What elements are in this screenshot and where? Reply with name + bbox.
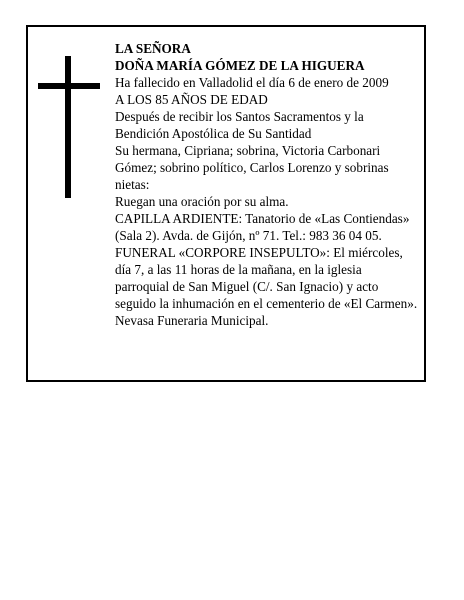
notice-text: [115, 40, 427, 329]
obituary-notice: [26, 25, 426, 382]
notice-line: CAPILLA ARDIENTE: Tanatorio de «Las Contiendas»: [115, 211, 410, 226]
notice-line: Nevasa Funeraria Municipal.: [115, 313, 269, 328]
notice-line: A LOS 85 AÑOS DE EDAD: [115, 92, 268, 107]
notice-line: Bendición Apostólica de Su Santidad: [115, 126, 312, 141]
notice-line: Su hermana, Cipriana; sobrina, Victoria Carbonari: [115, 143, 381, 158]
notice-line: seguido la inhumación en el cementerio de «El Carmen».: [115, 296, 418, 311]
notice-title: LA SEÑORA: [115, 41, 191, 56]
deceased-name: DOÑA MARÍA GÓMEZ DE LA HIGUERA: [115, 58, 365, 73]
cross-icon: [38, 56, 100, 198]
notice-line: parroquial de San Miguel (C/. San Ignacio) y acto: [115, 279, 379, 294]
notice-line: Después de recibir los Santos Sacramentos y la: [115, 109, 364, 124]
notice-line: Gómez; sobrino político, Carlos Lorenzo y sobrinas: [115, 160, 389, 175]
notice-line: nietas:: [115, 177, 150, 192]
notice-line: (Sala 2). Avda. de Gijón, nº 71. Tel.: 983 36 04 05.: [115, 228, 382, 243]
notice-line: FUNERAL «CORPORE INSEPULTO»: El miércoles,: [115, 245, 403, 260]
notice-line: día 7, a las 11 horas de la mañana, en la iglesia: [115, 262, 362, 277]
notice-line: Ha fallecido en Valladolid el día 6 de enero de 2009: [115, 75, 389, 90]
notice-line: Ruegan una oración por su alma.: [115, 194, 289, 209]
